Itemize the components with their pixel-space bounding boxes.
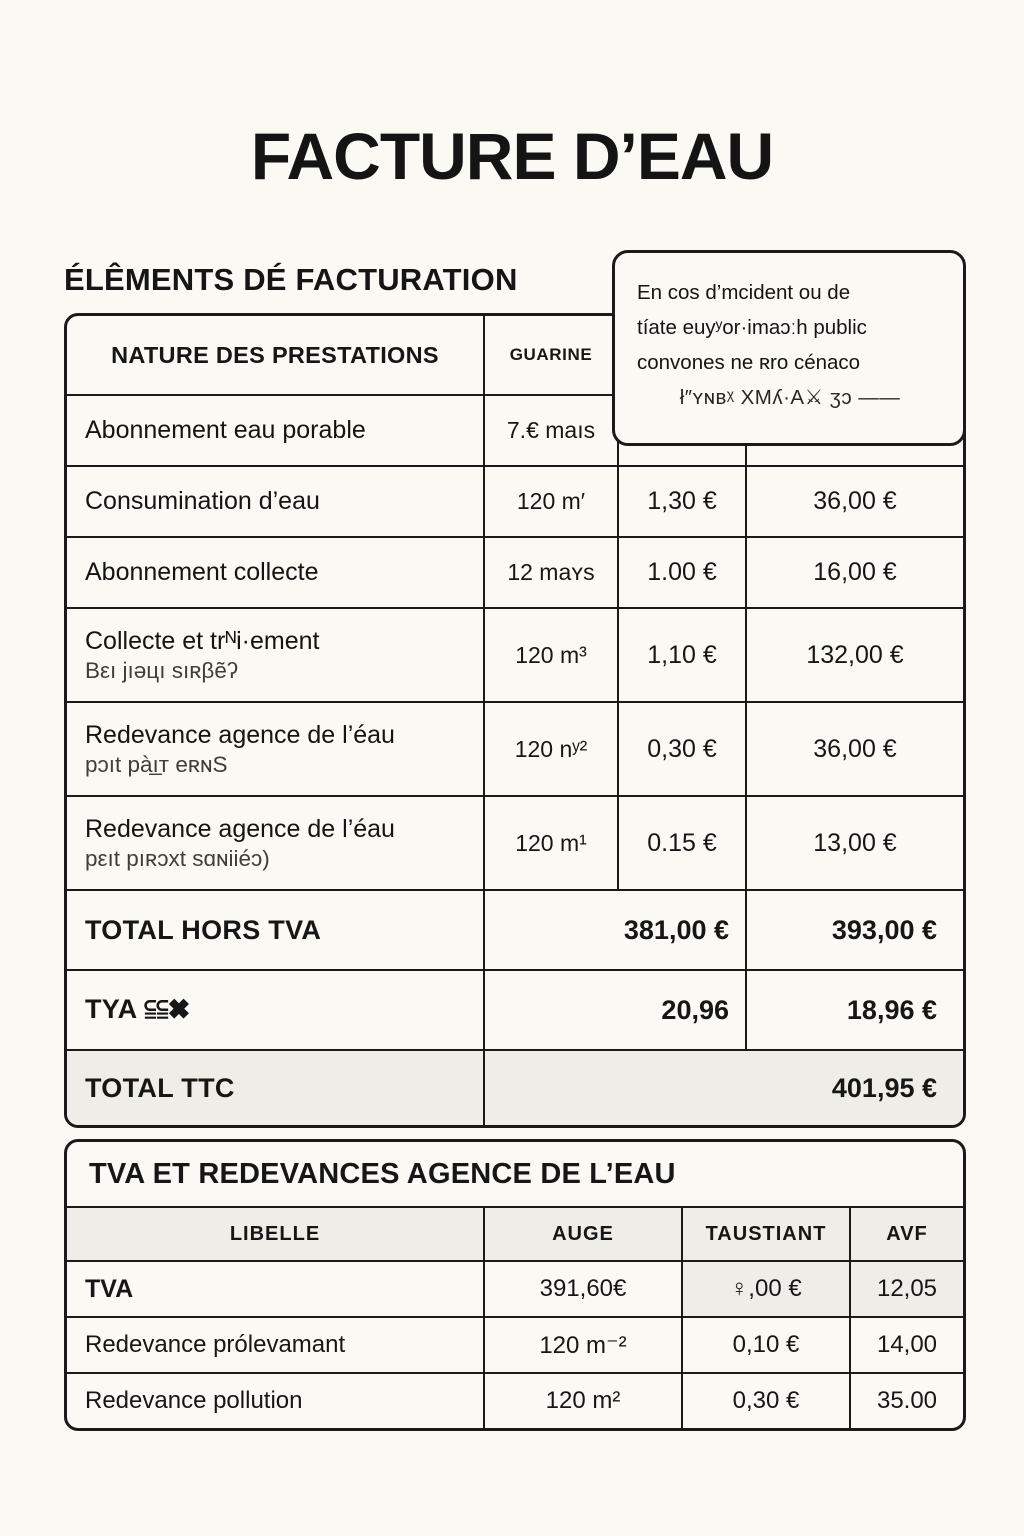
row-cell-quantity [485,467,619,536]
row-unit-price: 1,30 € [647,487,717,515]
row-cell-unit-price [619,538,747,607]
table-row [67,797,963,891]
row-cell-total [747,538,963,607]
bottom-row-avf: 14,00 [876,1331,938,1358]
bottom-header-label-avf: AVF [886,1222,928,1245]
total-ttc-value: 401,95 € [831,1072,937,1103]
row-quantity: 12 maʏs [507,559,595,585]
tva-value-2: 18,96 € [846,994,937,1025]
bottom-table-row [67,1374,963,1428]
bottom-row-cell-taustiant [683,1374,851,1428]
bottom-row-avf: 35.00 [876,1387,938,1414]
row-label: Redevance agence de l’éau [85,814,395,843]
row-total: 36,00 € [813,487,897,515]
row-total: 13,00 € [813,828,897,857]
total-hors-tva-value-2: 393,00 € [831,914,937,945]
row-label: Redevance agence de l’éau [85,720,395,749]
header-cell-quantity [485,316,619,394]
bottom-table-title: TVA ET REDEVANCES AGENCE DE L’EAU [67,1142,963,1208]
tva-label: TYA ⫅⫅✖ [85,994,190,1024]
tva-label-cell [67,971,485,1049]
row-cell-quantity [485,797,619,889]
row-cell-nature [67,538,485,607]
row-label: Consumination d’eau [85,487,320,515]
tva-value-1: 20,96 [661,994,729,1025]
bottom-header-cell-avf [851,1208,963,1260]
bottom-row-taustiant: 0,10 € [732,1331,800,1358]
bottom-table-row [67,1318,963,1374]
tva-row [67,971,963,1051]
bottom-row-cell-auge [485,1374,683,1428]
row-sublabel: Βεı јıəцı ѕıʀβẽʔ [85,657,239,683]
bottom-row-cell-taustiant [683,1318,851,1372]
bottom-header-label-taustiant: TAUSTIANT [705,1222,827,1245]
total-hors-tva-row [67,891,963,971]
bottom-row-cell-libelle [67,1374,485,1428]
row-cell-quantity [485,703,619,795]
bottom-row-taustiant: 0,30 € [732,1387,800,1414]
total-ttc-label: TOTAL TTC [85,1072,235,1103]
row-quantity: 7.€ maıs [506,417,596,443]
row-sublabel: pɔıt pàı̲т eʀɴS [85,751,228,777]
table-row [67,467,963,538]
row-cell-nature [67,396,485,465]
total-hors-tva-label: TOTAL HORS TVA [85,914,322,945]
row-total: 132,00 € [806,640,904,669]
row-cell-unit-price [619,609,747,701]
bottom-row-cell-auge [485,1262,683,1316]
bottom-row-auge: 120 m² [545,1387,621,1414]
table-row [67,703,963,797]
bottom-row-cell-taustiant [683,1262,851,1316]
bottom-header-cell-libelle [67,1208,485,1260]
row-cell-total [747,467,963,536]
row-unit-price: 0,30 € [647,734,717,763]
row-cell-unit-price [619,797,747,889]
header-cell-nature [67,316,485,394]
row-label: Collecte et trᴺi·ement [85,626,320,655]
bottom-row-cell-avf [851,1374,963,1428]
row-cell-nature [67,703,485,795]
bottom-table-row [67,1262,963,1318]
row-quantity: 120 m³ [515,641,587,668]
info-line-2: tíate euyʸor·imaɔːh public [637,316,867,339]
tva-redevances-table [64,1139,966,1431]
bottom-row-cell-libelle [67,1318,485,1372]
info-line-1: En cos d’mcident ou de [637,281,851,304]
row-sublabel: pεıt pıʀɔхt ѕɑɴiiéɔ) [85,845,270,871]
info-line-garbled: ł″ʏɴʙᵡ XMʎ·A⚔ ʒɔ —— [679,386,901,409]
row-unit-price: 0.15 € [647,828,717,857]
row-cell-total [747,797,963,889]
tva-value-cell-2 [747,971,963,1049]
row-unit-price: 1,10 € [647,640,717,669]
row-cell-total [747,703,963,795]
row-label: Abonnement eau porable [85,416,366,444]
bottom-header-label-auge: AUGE [552,1222,614,1245]
page-title: FACTURE D’EAU [250,119,774,193]
total-hors-tva-value-cell-1 [485,891,747,969]
header-label-quantity: GUARINE [509,345,593,364]
bottom-row-cell-auge [485,1318,683,1372]
total-ttc-value-cell [485,1051,963,1125]
bottom-row-cell-libelle [67,1262,485,1316]
row-cell-quantity [485,609,619,701]
row-quantity: 120 nʸ² [514,735,588,762]
bottom-row-auge: 120 m⁻² [539,1331,627,1359]
section-heading-elements-facturation: ÉLÊMENTS DÉ FACTURATION [64,262,518,297]
bottom-row-auge: 391,60€ [539,1275,627,1302]
row-label: Abonnement collecte [85,558,319,586]
row-cell-total [747,609,963,701]
total-hors-tva-value-cell-2 [747,891,963,969]
bottom-row-libelle: Redevance prólevamant [85,1331,346,1358]
bottom-row-taustiant: ♀,00 € [730,1275,802,1302]
total-hors-tva-label-cell [67,891,485,969]
bottom-header-label-libelle: LIBELLE [229,1222,321,1245]
row-cell-nature [67,609,485,701]
bottom-row-cell-avf [851,1262,963,1316]
row-quantity: 120 m¹ [515,829,587,856]
bottom-header-cell-taustiant [683,1208,851,1260]
row-quantity: 120 m′ [516,488,586,514]
row-cell-unit-price [619,467,747,536]
row-cell-nature [67,797,485,889]
total-ttc-label-cell [67,1051,485,1125]
table-row [67,538,963,609]
bottom-row-libelle: Redevance pollution [85,1387,303,1414]
bottom-row-avf: 12,05 [876,1275,938,1302]
incident-info-callout [612,250,966,446]
header-label-nature: NATURE DES PRESTATIONS [111,341,439,368]
row-total: 36,00 € [813,734,897,763]
bottom-row-libelle: TVA [85,1274,134,1303]
bottom-table-header-row [67,1208,963,1262]
tva-value-cell-1 [485,971,747,1049]
bottom-row-cell-avf [851,1318,963,1372]
row-cell-nature [67,467,485,536]
row-cell-unit-price [619,703,747,795]
row-cell-quantity [485,538,619,607]
row-unit-price: 1.00 € [647,558,717,586]
row-total: 16,00 € [813,558,897,586]
total-ttc-row [67,1051,963,1125]
table-row [67,609,963,703]
info-line-3: convones ne ʀro cénaco [637,351,861,374]
row-cell-quantity [485,396,619,465]
bottom-header-cell-auge [485,1208,683,1260]
total-hors-tva-value-1: 381,00 € [623,914,729,945]
